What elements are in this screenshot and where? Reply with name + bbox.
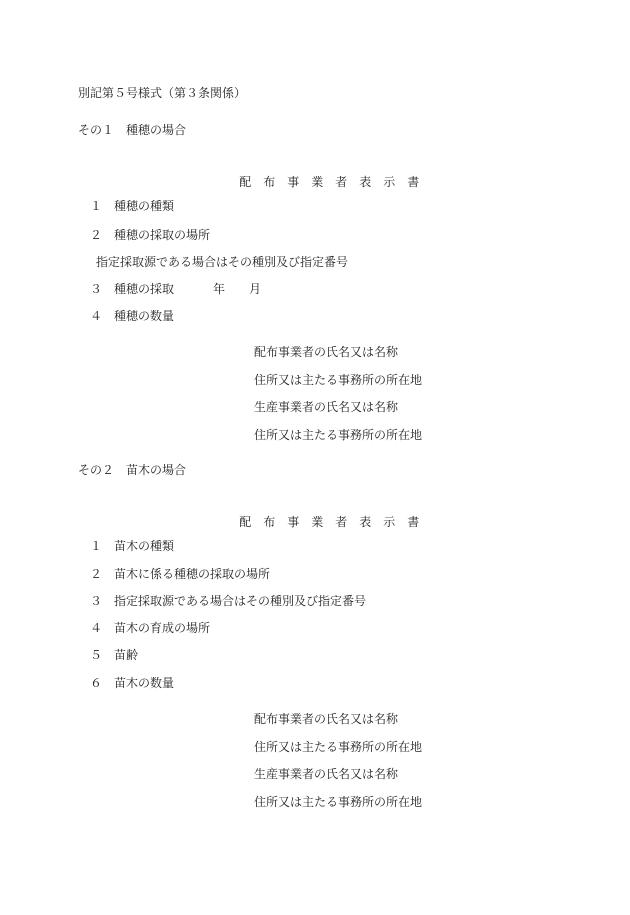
- section2-distributor-address: 住所又は主たる事務所の所在地: [254, 740, 423, 754]
- section2-distributor-name: 配布事業者の氏名又は名称: [254, 712, 399, 726]
- title-char: 配: [239, 515, 252, 529]
- section1-heading: その１ 種穂の場合: [78, 123, 187, 137]
- title-char: 布: [263, 175, 276, 189]
- title-char: 業: [311, 175, 324, 189]
- section2-item-quantity: ６ 苗木の数量: [90, 676, 175, 690]
- section1-item-place: ２ 種穂の採取の場所: [90, 228, 211, 242]
- section2-heading: その２ 苗木の場合: [78, 463, 187, 477]
- section2-item-place: ２ 苗木に係る種穂の採取の場所: [90, 567, 271, 581]
- section1-form-title: [224, 161, 431, 203]
- section2-item-type: １ 苗木の種類: [90, 539, 175, 553]
- section1-item-designation: 指定採取源である場合はその種別及び指定番号: [96, 255, 349, 269]
- title-char: 事: [287, 515, 300, 529]
- title-char: 示: [383, 175, 396, 189]
- section1-distributor-address: 住所又は主たる事務所の所在地: [254, 373, 423, 387]
- title-char: 事: [287, 175, 300, 189]
- section1-item-type: １ 種穂の種類: [90, 199, 175, 213]
- section1-year-label: 年: [213, 282, 226, 296]
- section2-form-title: [224, 501, 431, 543]
- section2-producer-address: 住所又は主たる事務所の所在地: [254, 795, 423, 809]
- title-char: 業: [311, 515, 324, 529]
- section2-item-age: ５ 苗齢: [90, 648, 139, 662]
- section1-item-quantity: ４ 種穂の数量: [90, 309, 175, 323]
- title-char: 布: [263, 515, 276, 529]
- section1-item-collection: ３ 種穂の採取: [90, 282, 175, 296]
- form-header: 別記第５号様式（第３条関係）: [78, 86, 247, 100]
- section2-producer-name: 生産事業者の氏名又は名称: [254, 767, 399, 781]
- title-char: 表: [359, 515, 372, 529]
- title-char: 者: [335, 175, 348, 189]
- section1-producer-address: 住所又は主たる事務所の所在地: [254, 428, 423, 442]
- title-char: 書: [407, 515, 420, 529]
- title-char: 配: [239, 175, 252, 189]
- title-char: 示: [383, 515, 396, 529]
- title-char: 表: [359, 175, 372, 189]
- section2-item-growing-place: ４ 苗木の育成の場所: [90, 621, 211, 635]
- section1-distributor-name: 配布事業者の氏名又は名称: [254, 345, 399, 359]
- section1-month-label: 月: [249, 282, 262, 296]
- title-char: 者: [335, 515, 348, 529]
- section2-item-designation: ３ 指定採取源である場合はその種別及び指定番号: [90, 594, 367, 608]
- title-char: 書: [407, 175, 420, 189]
- section1-producer-name: 生産事業者の氏名又は名称: [254, 400, 399, 414]
